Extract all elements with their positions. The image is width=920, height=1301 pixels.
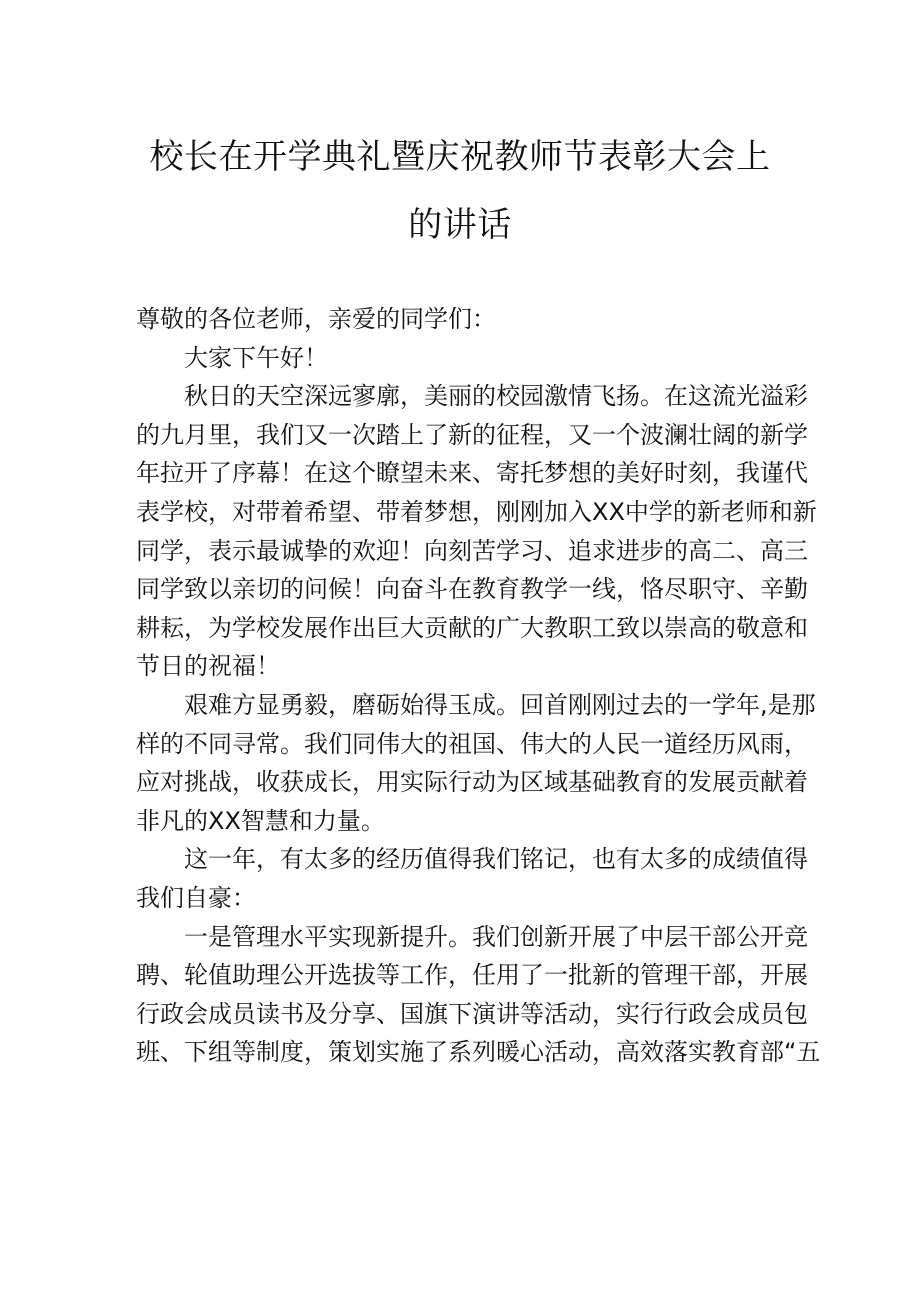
paragraph-3-line: 这一年，有太多的经历值得我们铭记，也有太多的成绩值得 [184, 845, 808, 874]
paragraph-1-line: 同学，表示最诚挚的欢迎！向刻苦学习、追求进步的高二、高三 [136, 536, 808, 565]
document-body [136, 300, 821, 1072]
document-title-line-1: 校长在开学典礼暨庆祝教师节表彰大会上 [149, 137, 771, 177]
paragraph-1-line: 表学校，对带着希望、带着梦想，刚刚加入XX中学的新老师和新 [136, 497, 817, 526]
paragraph-4-line: 班、下组等制度，策划实施了系列暖心活动，高效落实教育部“五 [136, 1038, 821, 1067]
paragraph-2-line: 艰难方显勇毅，磨砺始得玉成。回首刚刚过去的一学年,是那 [184, 690, 816, 719]
paragraph-4-line: 行政会成员读书及分享、国旗下演讲等活动，实行行政会成员包 [136, 999, 808, 1028]
paragraph-1-line: 同学致以亲切的问候！向奋斗在教育教学一线，恪尽职守、辛勤 [136, 575, 808, 604]
paragraph-1-line: 节日的祝福！ [136, 652, 280, 681]
paragraph-3-line: 我们自豪： [136, 883, 256, 912]
paragraph-2-line: 非凡的XX智慧和力量。 [136, 806, 385, 835]
greeting-line: 尊敬的各位老师，亲爱的同学们： [136, 305, 496, 333]
paragraph-4-line: 聘、轮值助理公开选拔等工作，任用了一批新的管理干部，开展 [136, 961, 808, 990]
paragraph-2-line: 应对挑战，收获成长，用实际行动为区域基础教育的发展贡献着 [136, 768, 808, 797]
paragraph-2-line: 样的不同寻常。我们同伟大的祖国、伟大的人民一道经历风雨， [136, 729, 808, 758]
document-title-line-2: 的讲话 [408, 205, 512, 245]
paragraph-1-line: 年拉开了序幕！在这个瞭望未来、寄托梦想的美好时刻，我谨代 [136, 459, 808, 488]
paragraph-1-line: 的九月里，我们又一次踏上了新的征程，又一个波澜壮阔的新学 [136, 420, 808, 449]
paragraph-1-line: 秋日的天空深远寥廓，美丽的校园激情飞扬。在这流光溢彩 [184, 382, 808, 411]
paragraph-1-line: 耕耘，为学校发展作出巨大贡献的广大教职工致以崇高的敬意和 [136, 613, 808, 642]
paragraph-4-line: 一是管理水平实现新提升。我们创新开展了中层干部公开竞 [184, 922, 808, 951]
opening-line: 大家下午好！ [184, 343, 328, 372]
